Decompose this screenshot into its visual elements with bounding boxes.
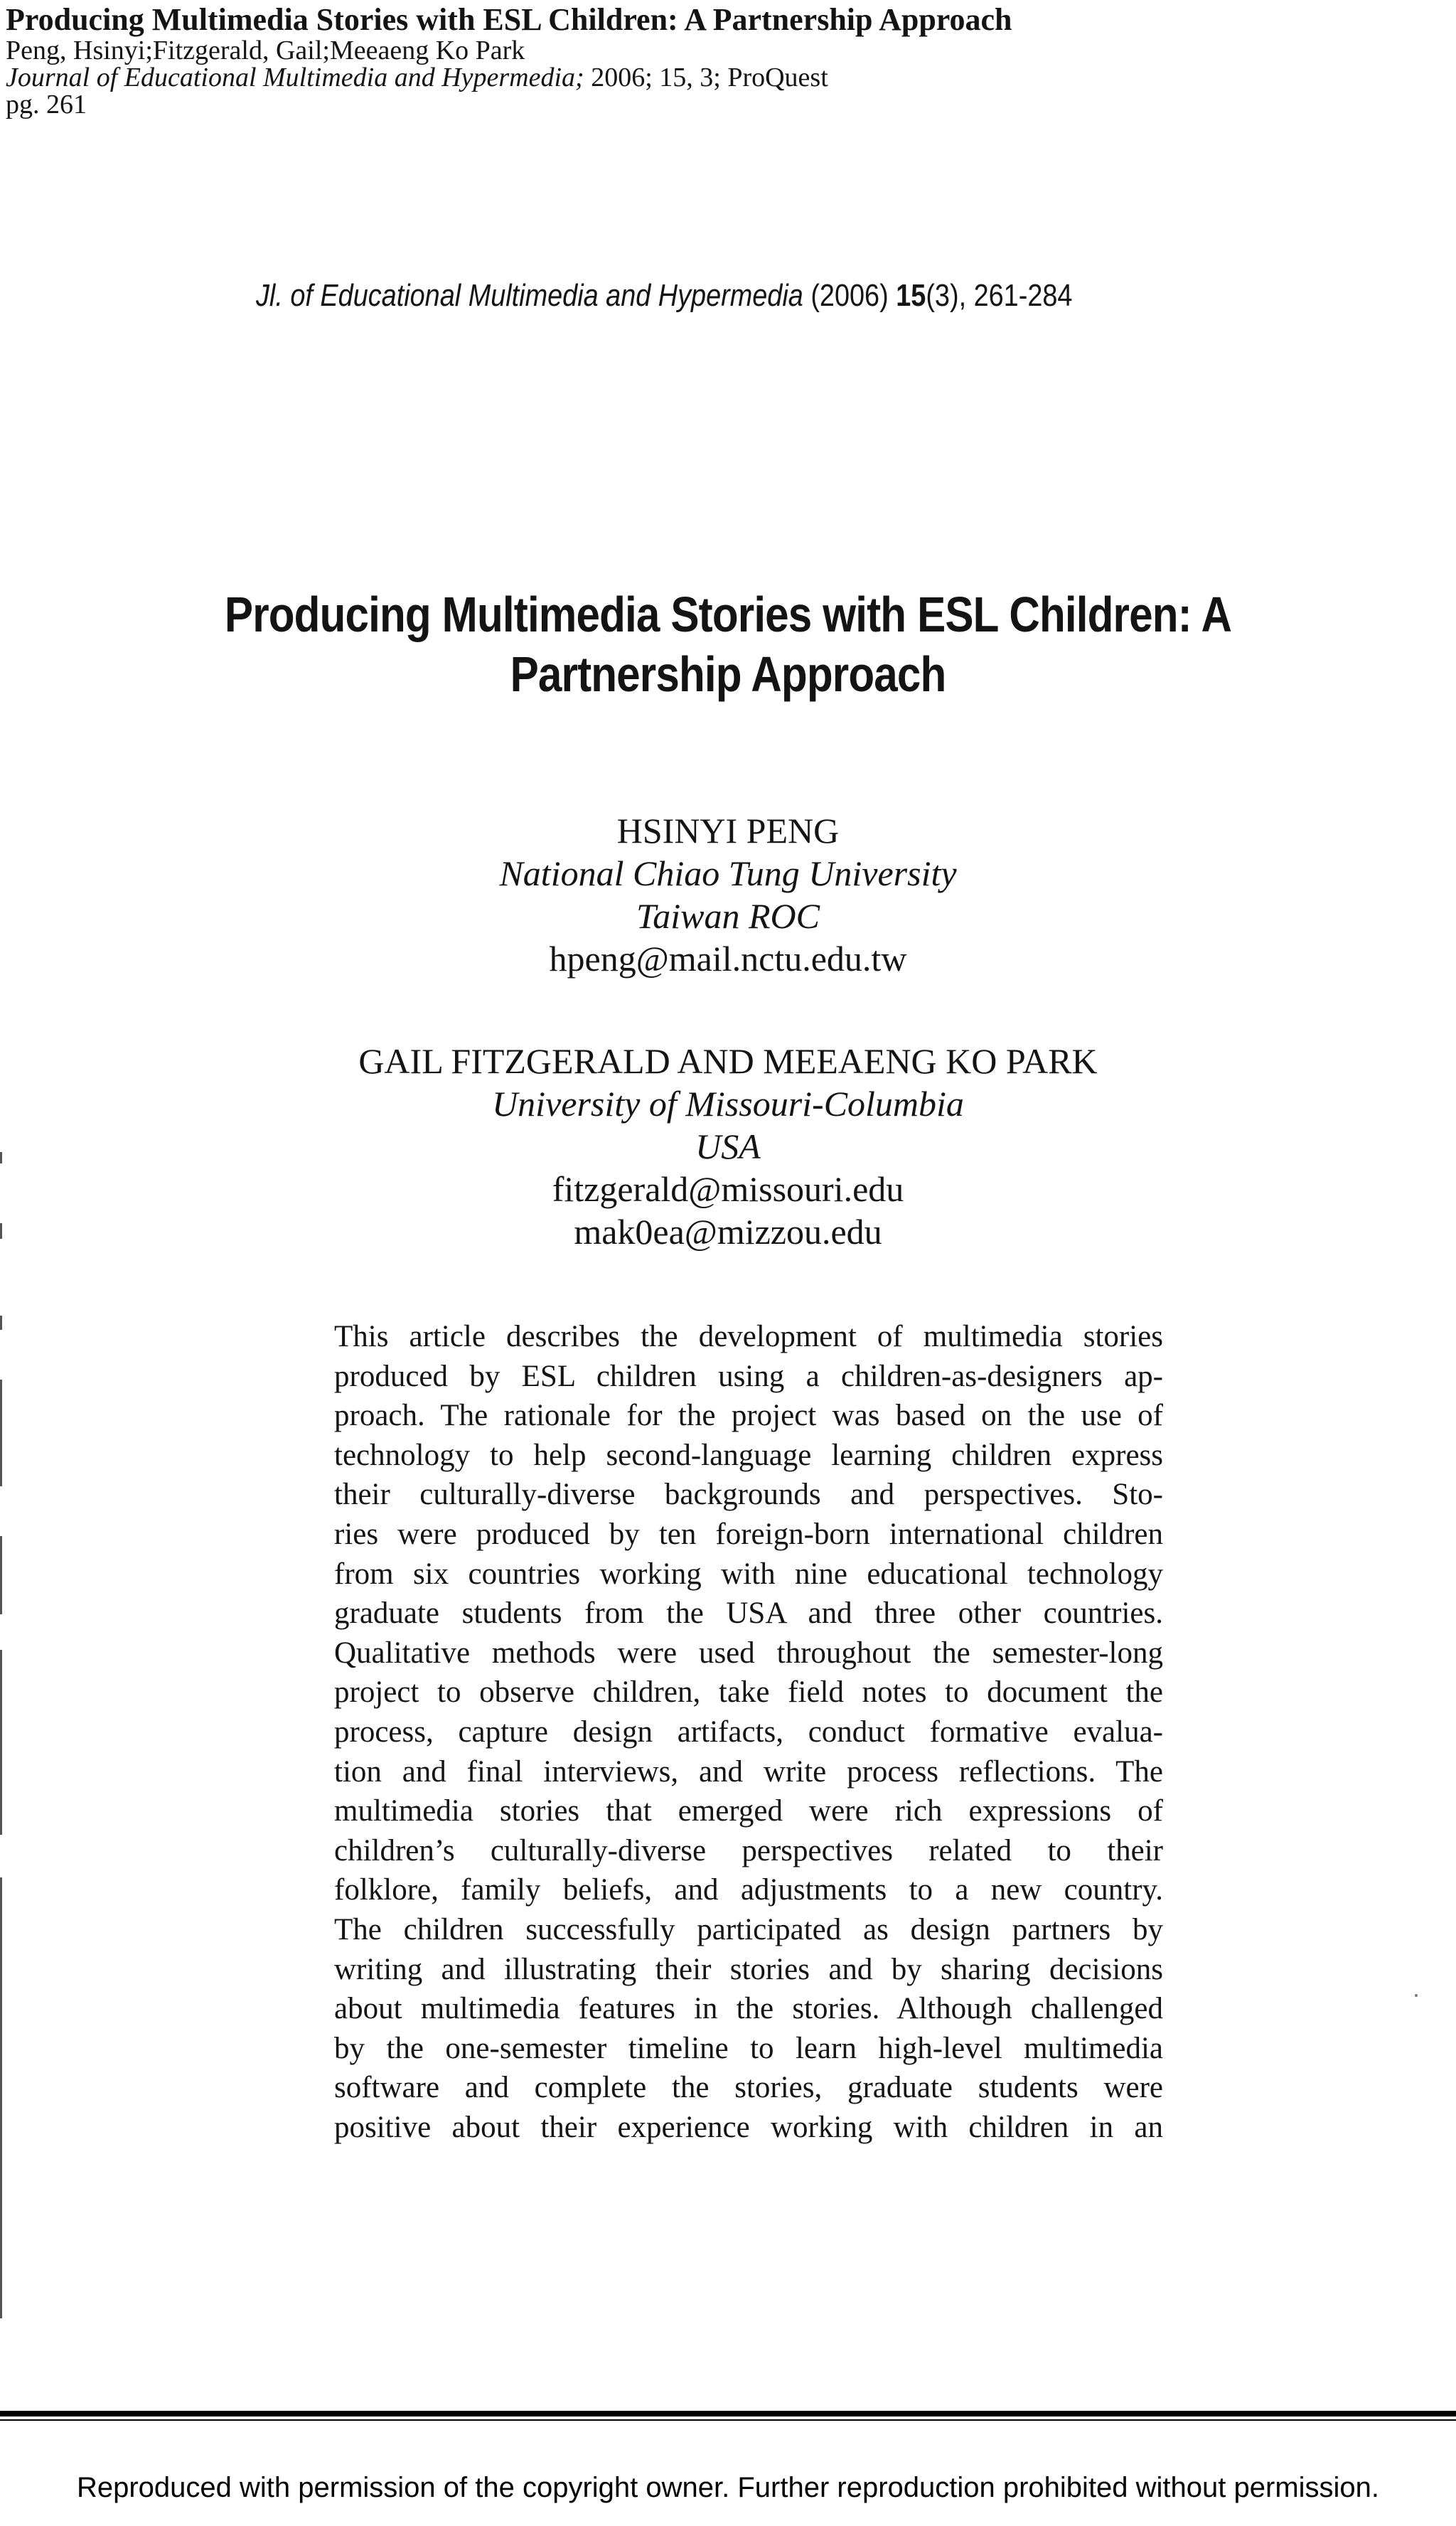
scan-mark: [0, 1536, 2, 1614]
citation-page: pg. 261: [6, 90, 87, 119]
footer-rule-thin: [0, 2419, 1456, 2421]
scan-speck: [1415, 1994, 1418, 1997]
citation-journal: Journal of Educational Multimedia and Hypermedia;: [6, 63, 584, 92]
abstract-line: This article describes the development of multimedia stories: [334, 1320, 1163, 1353]
author-name: HSINYI PENG: [616, 811, 840, 851]
citation-authors: Peng, Hsinyi;Fitzgerald, Gail;Meeaeng Ko Park: [6, 36, 525, 65]
scan-mark: [0, 1650, 2, 1835]
running-header-volume: 15: [896, 278, 926, 313]
abstract-line: The children successfully participated as design partners by: [334, 1912, 1163, 1946]
citation-issue-info: 2006; 15, 3; ProQuest: [584, 63, 828, 92]
abstract-line: software and complete the stories, graduate students were: [334, 2071, 1163, 2105]
author-name: GAIL FITZGERALD AND MEEAENG KO PARK: [358, 1041, 1098, 1081]
author-email: mak0ea@mizzou.edu: [574, 1212, 882, 1252]
abstract-line: ries were produced by ten foreign-born international children: [334, 1517, 1163, 1551]
scan-mark: [0, 1877, 2, 2318]
citation-source: [6, 64, 1012, 91]
abstract-line: graduate students from the USA and three other countries.: [334, 1597, 1163, 1631]
author-spacer: [0, 980, 1456, 1040]
running-header-year: (2006): [803, 278, 896, 313]
author-affiliation: National Chiao Tung University: [499, 853, 957, 893]
citation-block: [6, 3, 1012, 118]
abstract-line: tion and final interviews, and write process reflections. The: [334, 1754, 1163, 1789]
author-group-2: [0, 1040, 1456, 1253]
abstract-line: proach. The rationale for the project was based on the use of: [334, 1399, 1163, 1433]
abstract-line: their culturally-diverse backgrounds and perspectives. Sto-: [334, 1478, 1163, 1512]
author-group-1: [0, 809, 1456, 980]
abstract-line: from six countries working with nine educational technology: [334, 1557, 1163, 1591]
citation-title: Producing Multimedia Stories with ESL Children: A Partnership Approach: [6, 2, 1012, 37]
author-block: [0, 809, 1456, 1253]
abstract-line: produced by ESL children using a children-as-designers ap-: [334, 1359, 1163, 1393]
abstract-line: multimedia stories that emerged were rich expressions of: [334, 1794, 1163, 1828]
abstract-line: writing and illustrating their stories and by sharing decisions: [334, 1952, 1163, 1986]
author-affiliation: University of Missouri-Columbia: [492, 1084, 964, 1124]
scan-mark: [0, 1223, 2, 1239]
abstract-line: about multimedia features in the stories. Although challenged: [334, 1992, 1163, 2026]
abstract-line: project to observe children, take field notes to document the: [334, 1675, 1163, 1710]
abstract-line: Qualitative methods were used throughout the semester-long: [334, 1636, 1163, 1670]
article-title-line-2: Partnership Approach: [510, 646, 946, 702]
abstract: [334, 1317, 1163, 2147]
abstract-line: technology to help second-language learning children express: [334, 1438, 1163, 1472]
abstract-line: process, capture design artifacts, conduct formative evalua-: [334, 1715, 1163, 1749]
author-email: hpeng@mail.nctu.edu.tw: [549, 939, 907, 979]
abstract-line: children’s culturally-diverse perspectives related to their: [334, 1833, 1163, 1867]
author-country: Taiwan ROC: [636, 896, 820, 936]
running-header-issue-pages: (3), 261-284: [926, 278, 1073, 313]
abstract-line: positive about their experience working with children in an: [334, 2110, 1163, 2144]
article-title-line-1: Producing Multimedia Stories with ESL Children: A: [224, 587, 1232, 642]
scan-mark: [0, 1380, 2, 1486]
author-email: fitzgerald@missouri.edu: [552, 1169, 904, 1209]
scan-mark: [0, 1152, 2, 1163]
running-header: [36, 276, 1288, 316]
copyright-notice: Reproduced with permission of the copyright owner. Further reproduction prohibited without permission.: [76, 2472, 1380, 2503]
abstract-line: by the one-semester timeline to learn high-level multimedia: [334, 2031, 1163, 2065]
article-title: [0, 585, 1456, 704]
author-country: USA: [695, 1126, 761, 1166]
footer-rule: [0, 2411, 1456, 2416]
scan-mark: [0, 1316, 2, 1330]
scan-margin-marks: [0, 1138, 4, 2347]
abstract-line: folklore, family beliefs, and adjustments to a new country.: [334, 1873, 1163, 1907]
running-header-journal: Jl. of Educational Multimedia and Hypermedia: [256, 278, 803, 313]
